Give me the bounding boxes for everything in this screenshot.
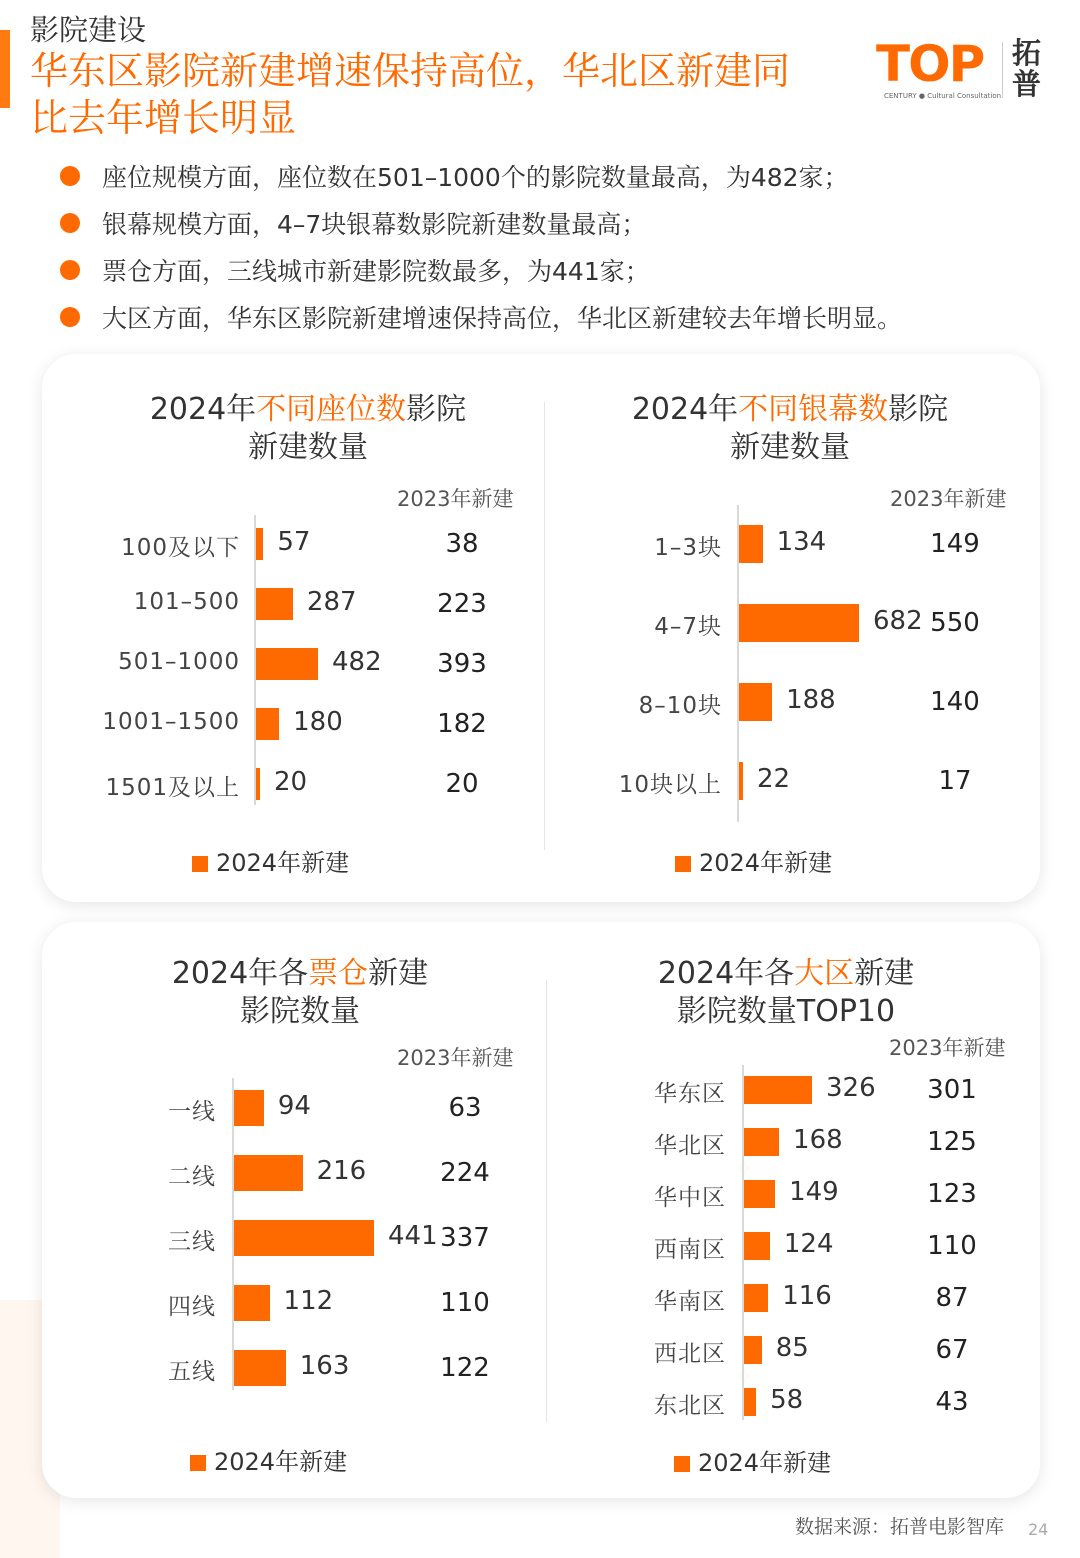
category-label: 华中区 — [654, 1185, 726, 1211]
legend-label: 2024年新建 — [698, 1449, 832, 1477]
category-label: 4–7块 — [654, 614, 722, 640]
bullet-text: 座位规模方面，座位数在501–1000个的影院数量最高，为482家； — [102, 163, 849, 192]
logo-wordmark: TOP — [876, 35, 984, 93]
bar-2024 — [234, 1350, 286, 1386]
top-logo — [876, 36, 1056, 106]
chart-title — [590, 391, 990, 467]
compare-column-header: 2023年新建 — [397, 487, 514, 511]
legend-swatch — [190, 1455, 206, 1471]
chart-title-part: 影院 — [406, 392, 467, 427]
bar-2024 — [744, 1076, 812, 1104]
chart-legend — [192, 843, 349, 878]
bar-value-2024: 163 — [299, 1351, 350, 1381]
value-2023: 87 — [935, 1283, 969, 1313]
category-label: 华东区 — [654, 1081, 726, 1107]
bar-2024 — [744, 1388, 756, 1416]
bar-value-2024: 180 — [293, 707, 343, 737]
value-2023: 223 — [437, 589, 487, 619]
chart-title-part: 2024年各 — [171, 956, 309, 991]
bar-value-2024: 287 — [306, 587, 357, 617]
chart-legend — [190, 1442, 347, 1477]
logo-divider — [1002, 42, 1003, 98]
chart-title-line-2: 新建数量 — [248, 430, 368, 465]
bar-value-2024: 20 — [274, 767, 308, 797]
value-2023: 224 — [440, 1158, 490, 1188]
value-2023: 20 — [445, 769, 479, 799]
category-label: 8–10块 — [638, 693, 722, 719]
page-number: 24 — [1028, 1520, 1049, 1539]
card-divider — [546, 980, 547, 1422]
bar-value-2024: 482 — [332, 647, 382, 677]
chart-legend — [675, 843, 832, 878]
category-label: 西南区 — [654, 1237, 726, 1263]
category-label: 1001–1500 — [102, 709, 240, 735]
bullet-item — [58, 252, 902, 299]
chart-title-part: 2024年各 — [657, 956, 795, 991]
value-2023: 149 — [930, 529, 980, 559]
bullet-list — [58, 158, 902, 346]
bar-value-2024: 57 — [277, 527, 311, 557]
bullet-text: 大区方面，华东区影院新建增速保持高位，华北区新建较去年增长明显。 — [102, 304, 903, 333]
bar-value-2024: 168 — [793, 1125, 843, 1155]
chart-title-part: 2024年 — [631, 392, 739, 427]
bar-value-2024: 441 — [388, 1221, 438, 1251]
chart-title-part: 新建 — [854, 956, 915, 991]
category-label: 五线 — [168, 1359, 216, 1385]
chart-legend — [674, 1443, 831, 1478]
bullet-dot-icon — [60, 260, 80, 280]
card-divider — [544, 402, 545, 850]
value-2023: 110 — [927, 1231, 977, 1261]
page-headline — [30, 48, 860, 142]
chart-title-part: 2024年 — [149, 392, 257, 427]
category-label: 10块以上 — [618, 772, 722, 798]
bullet-text: 票仓方面，三线城市新建影院数最多，为441家； — [102, 257, 650, 286]
bar-2024 — [256, 708, 279, 740]
bar-value-2024: 112 — [283, 1286, 334, 1316]
chart-title-highlight: 大区 — [794, 956, 855, 991]
category-label: 501–1000 — [118, 649, 240, 675]
accent-bar — [0, 30, 10, 108]
value-2023: 301 — [927, 1075, 977, 1105]
category-label: 东北区 — [654, 1393, 726, 1419]
value-2023: 182 — [437, 709, 487, 739]
category-label: 华南区 — [654, 1289, 726, 1315]
bar-2024 — [744, 1128, 779, 1156]
bar-2024 — [256, 528, 263, 560]
chart-title-line-2: 影院数量 — [240, 994, 360, 1029]
compare-column-header: 2023年新建 — [889, 1036, 1006, 1060]
value-2023: 123 — [927, 1179, 977, 1209]
category-label: 101–500 — [133, 589, 240, 615]
value-2023: 122 — [440, 1353, 490, 1383]
bullet-text: 银幕规模方面，4–7块银幕数影院新建数量最高； — [102, 210, 647, 239]
bar-2024 — [256, 588, 293, 620]
bar-2024 — [744, 1180, 775, 1208]
legend-label: 2024年新建 — [214, 1448, 348, 1476]
value-2023: 393 — [437, 649, 487, 679]
category-label: 西北区 — [654, 1341, 726, 1367]
value-2023: 67 — [935, 1335, 969, 1365]
bar-value-2024: 326 — [826, 1073, 876, 1103]
category-label: 1501及以上 — [105, 775, 240, 801]
bar-value-2024: 22 — [757, 764, 791, 794]
chart-title-highlight: 不同座位数 — [256, 392, 407, 427]
legend-label: 2024年新建 — [699, 849, 833, 877]
compare-column-header: 2023年新建 — [890, 487, 1007, 511]
category-label: 一线 — [168, 1099, 216, 1125]
bullet-dot-icon — [60, 213, 80, 233]
bar-2024 — [256, 648, 318, 680]
headline-line-1: 华东区影院新建增速保持高位，华北区新建同 — [30, 49, 791, 93]
bar-2024 — [234, 1090, 264, 1126]
compare-column-header: 2023年新建 — [397, 1046, 514, 1070]
bar-2024 — [234, 1220, 374, 1256]
chart-title-line-2: 影院数量TOP10 — [676, 994, 896, 1029]
value-2023: 337 — [440, 1223, 490, 1253]
logo-cn-name: 拓普 — [1012, 36, 1042, 101]
bullet-dot-icon — [60, 166, 80, 186]
category-label: 三线 — [168, 1229, 216, 1255]
chart-title — [108, 391, 508, 467]
bar-value-2024: 216 — [316, 1156, 367, 1186]
value-2023: 38 — [445, 529, 479, 559]
bar-2024 — [234, 1285, 270, 1321]
bullet-item — [58, 205, 902, 252]
category-label: 华北区 — [654, 1133, 726, 1159]
bar-2024 — [744, 1336, 762, 1364]
bar-2024 — [234, 1155, 303, 1191]
bar-2024 — [739, 762, 743, 800]
bar-value-2024: 134 — [776, 527, 827, 557]
value-2023: 125 — [927, 1127, 977, 1157]
category-label: 四线 — [168, 1294, 216, 1320]
category-label: 100及以下 — [121, 535, 240, 561]
category-label: 二线 — [168, 1164, 216, 1190]
bar-value-2024: 116 — [782, 1281, 832, 1311]
legend-swatch — [674, 1456, 690, 1472]
bar-2024 — [739, 525, 763, 563]
bar-2024 — [739, 604, 859, 642]
bullet-item — [58, 299, 902, 346]
bar-2024 — [256, 768, 260, 800]
section-title: 影院建设 — [30, 13, 147, 47]
value-2023: 110 — [440, 1288, 490, 1318]
value-2023: 140 — [930, 687, 980, 717]
bar-value-2024: 682 — [873, 606, 923, 636]
chart-title-highlight: 不同银幕数 — [738, 392, 889, 427]
legend-label: 2024年新建 — [216, 849, 350, 877]
data-source: 数据来源：拓普电影智库 — [795, 1516, 1005, 1538]
bar-value-2024: 188 — [786, 685, 836, 715]
chart-title-highlight: 票仓 — [308, 956, 369, 991]
value-2023: 43 — [935, 1387, 969, 1417]
bar-value-2024: 149 — [789, 1177, 839, 1207]
chart-title — [100, 955, 500, 1031]
legend-swatch — [675, 856, 691, 872]
value-2023: 17 — [938, 766, 972, 796]
headline-line-2: 比去年增长明显 — [30, 96, 297, 140]
legend-swatch — [192, 856, 208, 872]
bar-value-2024: 124 — [783, 1229, 834, 1259]
bullet-item — [58, 158, 902, 205]
bar-value-2024: 85 — [775, 1333, 809, 1363]
chart-title — [586, 955, 986, 1031]
chart-title-line-2: 新建数量 — [730, 430, 850, 465]
bar-2024 — [744, 1284, 768, 1312]
bar-2024 — [744, 1232, 770, 1260]
value-2023: 550 — [930, 608, 980, 638]
bar-value-2024: 58 — [770, 1385, 804, 1415]
bar-2024 — [739, 683, 772, 721]
chart-title-part: 影院 — [888, 392, 949, 427]
logo-subtitle: CENTURY ● Cultural Consultation — [884, 92, 1002, 100]
bullet-dot-icon — [60, 307, 80, 327]
bar-value-2024: 94 — [277, 1091, 311, 1121]
value-2023: 63 — [448, 1093, 482, 1123]
chart-title-part: 新建 — [368, 956, 429, 991]
category-label: 1–3块 — [654, 535, 722, 561]
